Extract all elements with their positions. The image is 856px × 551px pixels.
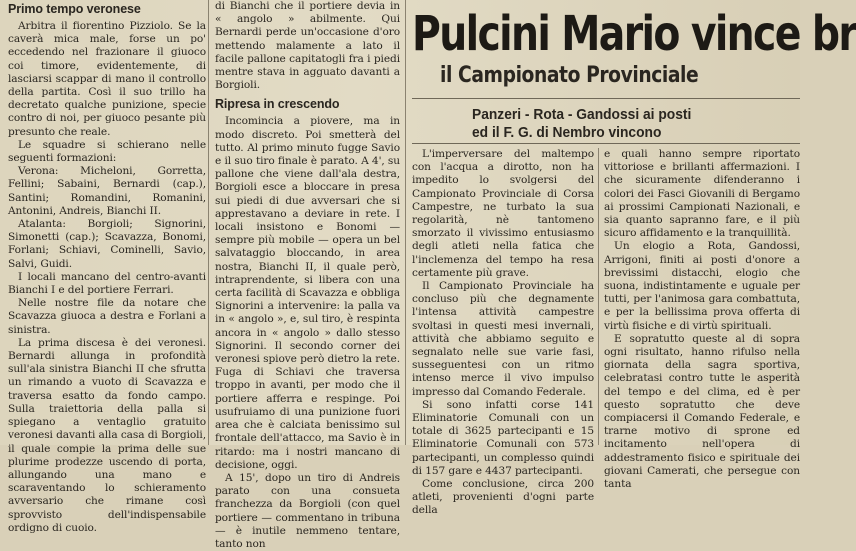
paragraph: Il Campionato Provinciale ha concluso più che degnamente l'intensa attività campestre svoltasi in questi mesi invernali, attività che abbiamo seguito e segnalato nelle sue varie fasi, susseguentesi con un ritmo intenso merce il vivo impulso impresso dal Comando Federale.	[412, 280, 594, 398]
headline-rule	[412, 98, 800, 99]
article-column-3	[412, 148, 594, 517]
article-column-2	[215, 0, 400, 550]
deck-rule	[412, 143, 800, 144]
deck-line: ed il F. G. di Nembro vincono	[472, 124, 662, 141]
paragraph: Le squadre si schierano nelle seguenti formazioni:	[8, 138, 206, 165]
subheadline: il Campionato Provinciale	[440, 63, 699, 88]
column-divider	[405, 0, 406, 445]
section-title-ripresa: Ripresa in crescendo	[215, 97, 340, 112]
article-column-4	[604, 148, 800, 491]
paragraph: I locali mancano del centro-avanti Bianchi I e del portiere Ferrari.	[8, 270, 206, 297]
paragraph: di Bianchi che il portiere devia in « angolo » abilmente. Qui Bernardi perde un'occasione d'oro mettendo malamente a lato il facile pallone capitatogli fra i piedi mentre stava in agguato davanti a Borgioli.	[215, 0, 400, 92]
paragraph: A 15', dopo un tiro di Andreis parato con una consueta franchezza da Borgioli (con quel portiere — commentano in tribuna — è inutile nemmeno tentare, tanto non	[215, 471, 400, 550]
paragraph: e quali hanno sempre riportato vittoriose e brillanti affermazioni. I che sicuramente difenderanno i colori dei Fasci Giovanili di Bergamo ai prossimi Campionati Nazionali, e sia quanto sapranno fare, e il più sicuro affidamento e la tranquillità.	[604, 148, 800, 240]
paragraph: Un elogio a Rota, Gandossi, Arrigoni, finiti ai posti d'onore a brevissimi distacchi, elogio che suona, indistintamente e uguale per tutti, per l'animosa gara combattuta, e per la bellissima prova offerta di virtù fisiche e di virtù spirituali.	[604, 240, 800, 332]
paragraph: E sopratutto queste al di sopra ogni risultato, hanno rifulso nella giornata della sagra sportiva, celebratasi contro tutte le asperità del tempo e del clima, ed è per questo sopratutto che deve compiacersi il Comando Federale, e trarne motivo di sprone ed incitamento nell'opera di addestramento fisico e spirituale dei giovani Camerati, che persegue con tanta	[604, 332, 800, 491]
paragraph: Nelle nostre file da notare che Scavazza giuoca a destra e Forlani a sinistra.	[8, 297, 206, 336]
paragraph: L'imperversare del maltempo con l'acqua a dirotto, non ha impedito lo svolgersi del Campionato Provinciale di Corsa Campestre, ne turbato la sua regolarità, nè tantomeno smorzato il vivissimo entusiasmo degli atleti nella fatica che l'inclemenza del tempo ha resa certamente più grave.	[412, 148, 594, 279]
deck	[472, 106, 774, 142]
deck-line: Panzeri - Rota - Gandossi ai posti	[472, 106, 692, 123]
paragraph: Si sono infatti corse 141 Eliminatorie Comunali con un totale di 3625 partecipanti e 15 Eliminatorie Comunali con 573 partecipanti, un complesso quindi di 157 gare e 4437 partecipanti.	[412, 398, 594, 477]
paragraph: Come conclusione, circa 200 atleti, provenienti d'ogni parte della	[412, 478, 594, 517]
paragraph-verona-lineup: Verona: Micheloni, Gorretta, Fellini; Sabaini, Bernardi (cap.), Santini; Romandini, Romanini, Antonini, Andreis, Bianchi II.	[8, 165, 206, 217]
paragraph: La prima discesa è dei veronesi. Bernardi allunga in profondità sull'ala sinistra Bianchi II che sfrutta un rimando a vuoto di Scavazza e traversa esatto da fondo campo. Sulla traiettoria della palla si spiegano a ventaglio gratuito veronesi davanti alla casa di Borgioli, il quale compie la prima delle sue plurime prodezze uscendo di porta, allungando una mano e scaraventando lo schieramento avversario che rimane così sprovvisto dell'indispensabile ordigno di cuoio.	[8, 336, 206, 534]
column-divider	[208, 0, 209, 445]
section-title-primo-tempo: Primo tempo veronese	[8, 2, 141, 16]
column-divider	[598, 148, 599, 445]
paragraph-atalanta-lineup: Atalanta: Borgioli; Signorini, Simonetti (cap.); Scavazza, Bonomi, Forlani; Schiavi, Cominelli, Savio, Salvi, Guidi.	[8, 218, 206, 270]
paragraph: Arbitra il fiorentino Pizziolo. Se la caverà mica male, forse un po' eccedendo nel frazionare il giuoco coi timore, evidentemente, di lasciarsi scappar di mano il controllo della partita. Così il suo trillo ha decretato qualche punizione, specie contro di noi, per giuoco pesante più presunto che reale.	[8, 20, 206, 138]
headline: Pulcini Mario vince br	[412, 6, 856, 62]
paragraph: Incomincia a piovere, ma in modo discreto. Poi smetterà del tutto. Al primo minuto fugge Savio e il suo tiro finale è parato. A 4', su pallone che viene dall'ala destra, Borgioli esce a bloccare in presa sui piedi di due avversari che si apprestavano a deviare in rete. I locali insistono e Bonomi — sempre più mobile — opera un bel salvataggio bloccando, in area nostra, Bianchi II, il quale però, intraprendente, si libera con una certa facilità di Scavazza e obbliga Signorini a intervenire: la palla va in « angolo », e, sul tiro, è respinta ancora in « angolo » dallo stesso Signorini. Il secondo corner dei veronesi spiove però dietro la rete. Fuga di Schiavi che traversa troppo in avanti, per modo che il portiere afferra e respinge. Poi usufruiamo di una punizione fuori area che è calciata benissimo sul frontale dell'attacco, ma Savio è in ritardo: ma i nostri mancano di decisione, oggi.	[215, 115, 400, 471]
article-column-1	[8, 0, 206, 534]
